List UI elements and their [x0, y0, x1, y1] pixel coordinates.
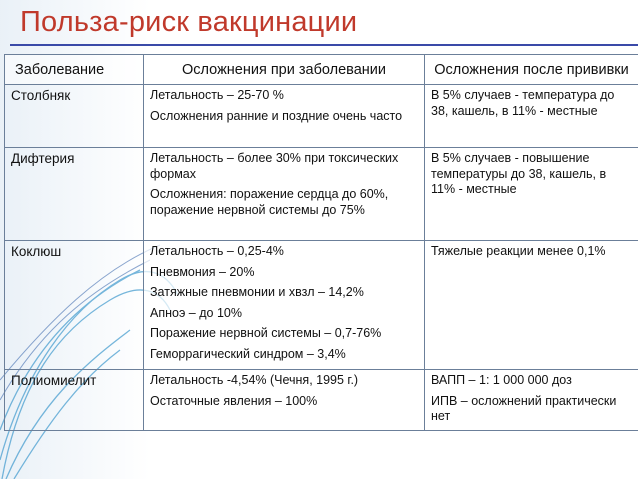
- complication-item: Пневмония – 20%: [150, 264, 255, 279]
- table-row: [5, 148, 638, 241]
- disease-name: Дифтерия: [5, 148, 144, 241]
- vaccine-item: В 5% случаев - повышение температуры до 38, кашель, в 11% - местные: [431, 151, 607, 196]
- vaccine-item: ВАПП – 1: 1 000 000 доз: [431, 373, 572, 387]
- vaccine-complications-cell: [425, 85, 638, 148]
- complication-item: Летальность – более 30% при токсических формах: [150, 151, 399, 181]
- vaccine-item: Тяжелые реакции менее 0,1%: [431, 244, 606, 258]
- disease-complications-cell: [144, 370, 425, 431]
- vaccine-item: ИПВ – осложнений практически нет: [431, 393, 617, 423]
- table-row: [5, 85, 638, 148]
- header-disease-complications: Осложнения при заболевании: [144, 55, 425, 85]
- disease-name: Столбняк: [5, 85, 144, 148]
- table-row: [5, 241, 638, 370]
- title-underline: [10, 44, 638, 46]
- vaccination-risk-table: [4, 54, 638, 431]
- complication-item: Затяжные пневмонии и хвзл – 14,2%: [150, 285, 364, 299]
- complication-item: Летальность – 25-70 %: [150, 88, 284, 102]
- complication-item: Апноэ – до 10%: [150, 305, 242, 320]
- vaccine-complications-cell: [425, 241, 638, 370]
- page-title: Польза-риск вакцинации: [20, 6, 358, 38]
- disease-name: Полиомиелит: [5, 370, 144, 431]
- complication-item: Геморрагический синдром – 3,4%: [150, 346, 346, 361]
- disease-complications-cell: [144, 148, 425, 241]
- complication-item: Летальность -4,54% (Чечня, 1995 г.): [150, 373, 359, 387]
- complication-item: Осложнения ранние и поздние очень часто: [150, 108, 403, 123]
- complication-item: Летальность – 0,25-4%: [150, 244, 284, 258]
- complication-item: Поражение нервной системы – 0,7-76%: [150, 326, 382, 340]
- header-row: [5, 55, 638, 85]
- complication-item: Осложнения: поражение сердца до 60%, поражение нервной системы до 75%: [150, 187, 389, 217]
- header-vaccine-complications: Осложнения после прививки: [425, 55, 638, 85]
- header-disease: Заболевание: [5, 55, 144, 85]
- vaccine-complications-cell: [425, 148, 638, 241]
- disease-complications-cell: [144, 85, 425, 148]
- disease-complications-cell: [144, 241, 425, 370]
- vaccine-complications-cell: [425, 370, 638, 431]
- table-row: [5, 370, 638, 431]
- vaccine-item: В 5% случаев - температура до 38, кашель, в 11% - местные: [431, 88, 615, 118]
- complication-item: Остаточные явления – 100%: [150, 393, 318, 408]
- disease-name: Коклюш: [5, 241, 144, 370]
